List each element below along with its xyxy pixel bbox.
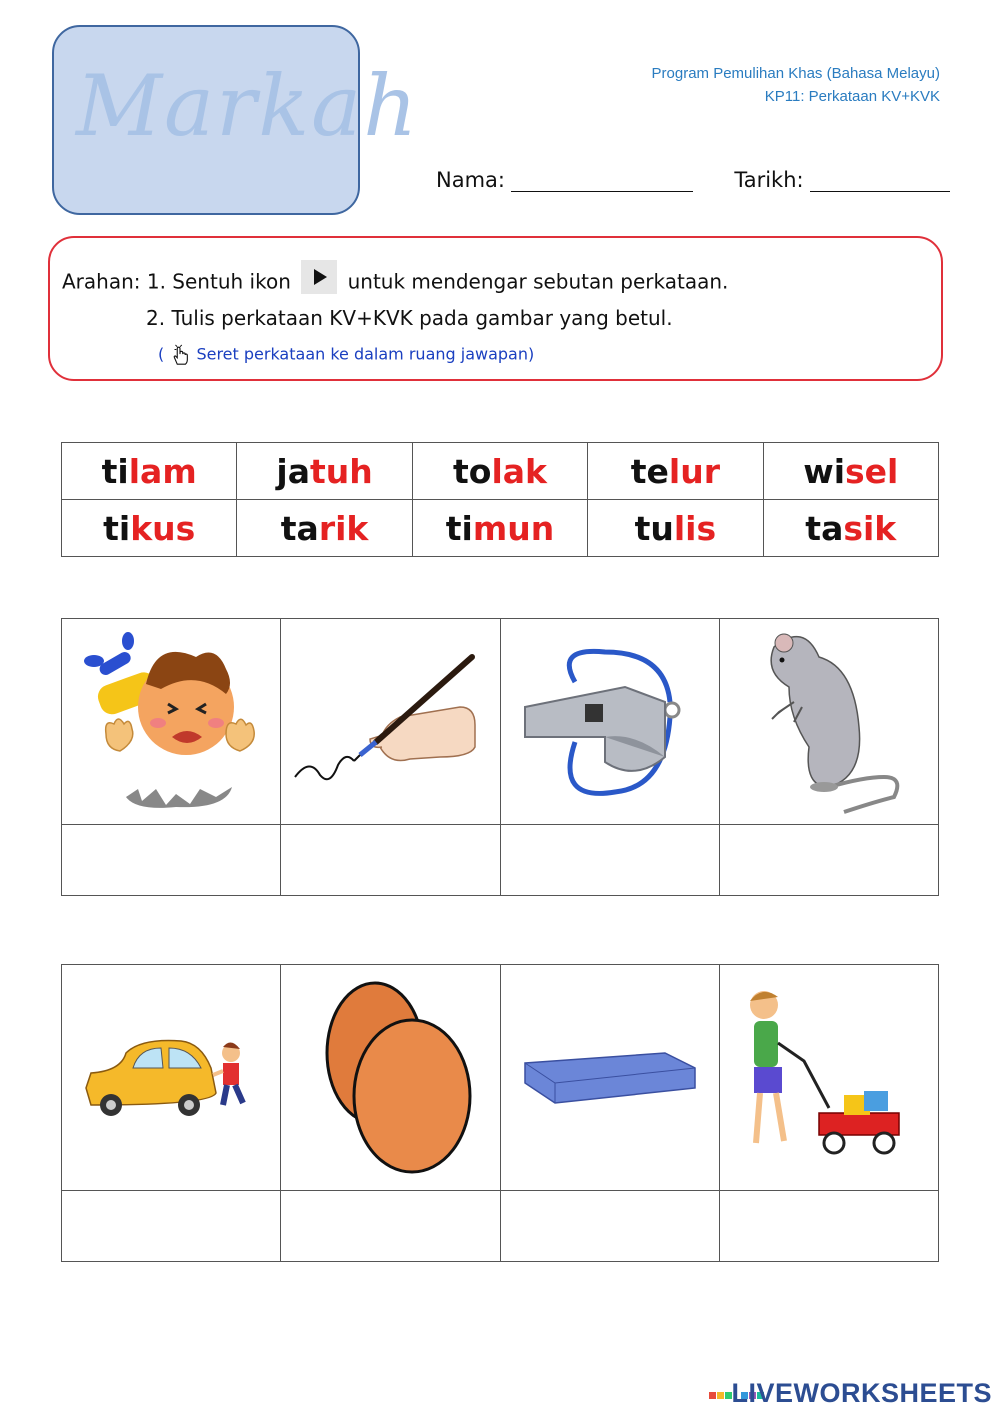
instruction-1-post: untuk mendengar sebutan perkataan.: [347, 269, 729, 294]
instruction-line-1: [62, 266, 728, 300]
liveworksheets-logo[interactable]: [709, 1378, 992, 1409]
answer-row: [62, 825, 939, 896]
word-row-2: [62, 500, 939, 557]
word-tile[interactable]: jatuh: [237, 443, 412, 500]
markah-box: [52, 25, 420, 215]
boy-pulling-wagon-image: [734, 983, 924, 1173]
answer-box[interactable]: [62, 1191, 281, 1262]
word-tile[interactable]: timun: [412, 500, 587, 557]
word-tile[interactable]: tikus: [62, 500, 237, 557]
picture-cell-falling-boy: [62, 619, 281, 825]
word-bank-table: [61, 442, 939, 557]
pushing-car-image: [81, 1033, 261, 1123]
play-icon: [301, 260, 337, 294]
picture-cell-eggs: [281, 965, 500, 1191]
kp-title: KP11: Perkataan KV+KVK: [764, 88, 940, 105]
answer-box[interactable]: [500, 825, 719, 896]
falling-boy-image: [76, 629, 266, 814]
picture-cell-pulling-wagon: [719, 965, 938, 1191]
answer-row: [62, 1191, 939, 1262]
instruction-3-text: Seret perkataan ke dalam ruang jawapan): [196, 344, 535, 364]
tarikh-label: Tarikh:: [734, 168, 804, 192]
picture-cell-whistle: [500, 619, 719, 825]
program-title: Program Pemulihan Khas (Bahasa Melayu): [651, 65, 940, 82]
mattress-image: [515, 1043, 705, 1113]
answer-box[interactable]: [62, 825, 281, 896]
instruction-1-pre: Arahan: 1. Sentuh ikon: [62, 269, 291, 294]
answer-box[interactable]: [500, 1191, 719, 1262]
answer-box[interactable]: [719, 1191, 938, 1262]
answer-box[interactable]: [281, 825, 500, 896]
word-tile[interactable]: tarik: [237, 500, 412, 557]
nama-label: Nama:: [436, 168, 505, 192]
hand-drag-icon: [169, 344, 191, 366]
picture-table-2: [61, 964, 939, 1262]
answer-box[interactable]: [719, 825, 938, 896]
liveworksheets-brand: LIVEWORKSHEETS: [731, 1378, 992, 1408]
picture-row: [62, 619, 939, 825]
program-header: [652, 62, 940, 108]
writing-hand-image: [290, 647, 490, 797]
picture-row: [62, 965, 939, 1191]
name-date-line: [436, 168, 950, 192]
tarikh-input-line[interactable]: [810, 171, 950, 192]
eggs-image: [300, 978, 480, 1178]
picture-cell-mattress: [500, 965, 719, 1191]
word-tile[interactable]: tulis: [588, 500, 763, 557]
word-row-1: [62, 443, 939, 500]
instruction-line-3: [158, 344, 534, 366]
word-tile[interactable]: telur: [588, 443, 763, 500]
markah-watermark: Markah: [76, 57, 420, 155]
instruction-line-2: 2. Tulis perkataan KV+KVK pada gambar yang betul.: [146, 306, 673, 330]
instruction-3-open: (: [158, 344, 165, 364]
word-tile[interactable]: wisel: [763, 443, 938, 500]
whistle-image: [515, 642, 705, 802]
word-tile[interactable]: tasik: [763, 500, 938, 557]
picture-cell-pushing-car: [62, 965, 281, 1191]
picture-cell-writing: [281, 619, 500, 825]
instructions-box: [48, 236, 943, 381]
liveworksheets-icon: [709, 1390, 731, 1399]
word-tile[interactable]: tolak: [412, 443, 587, 500]
nama-input-line[interactable]: [511, 171, 693, 192]
picture-cell-rat: [719, 619, 938, 825]
answer-box[interactable]: [281, 1191, 500, 1262]
word-tile[interactable]: tilam: [62, 443, 237, 500]
picture-table-1: [61, 618, 939, 896]
rat-image: [744, 627, 914, 817]
